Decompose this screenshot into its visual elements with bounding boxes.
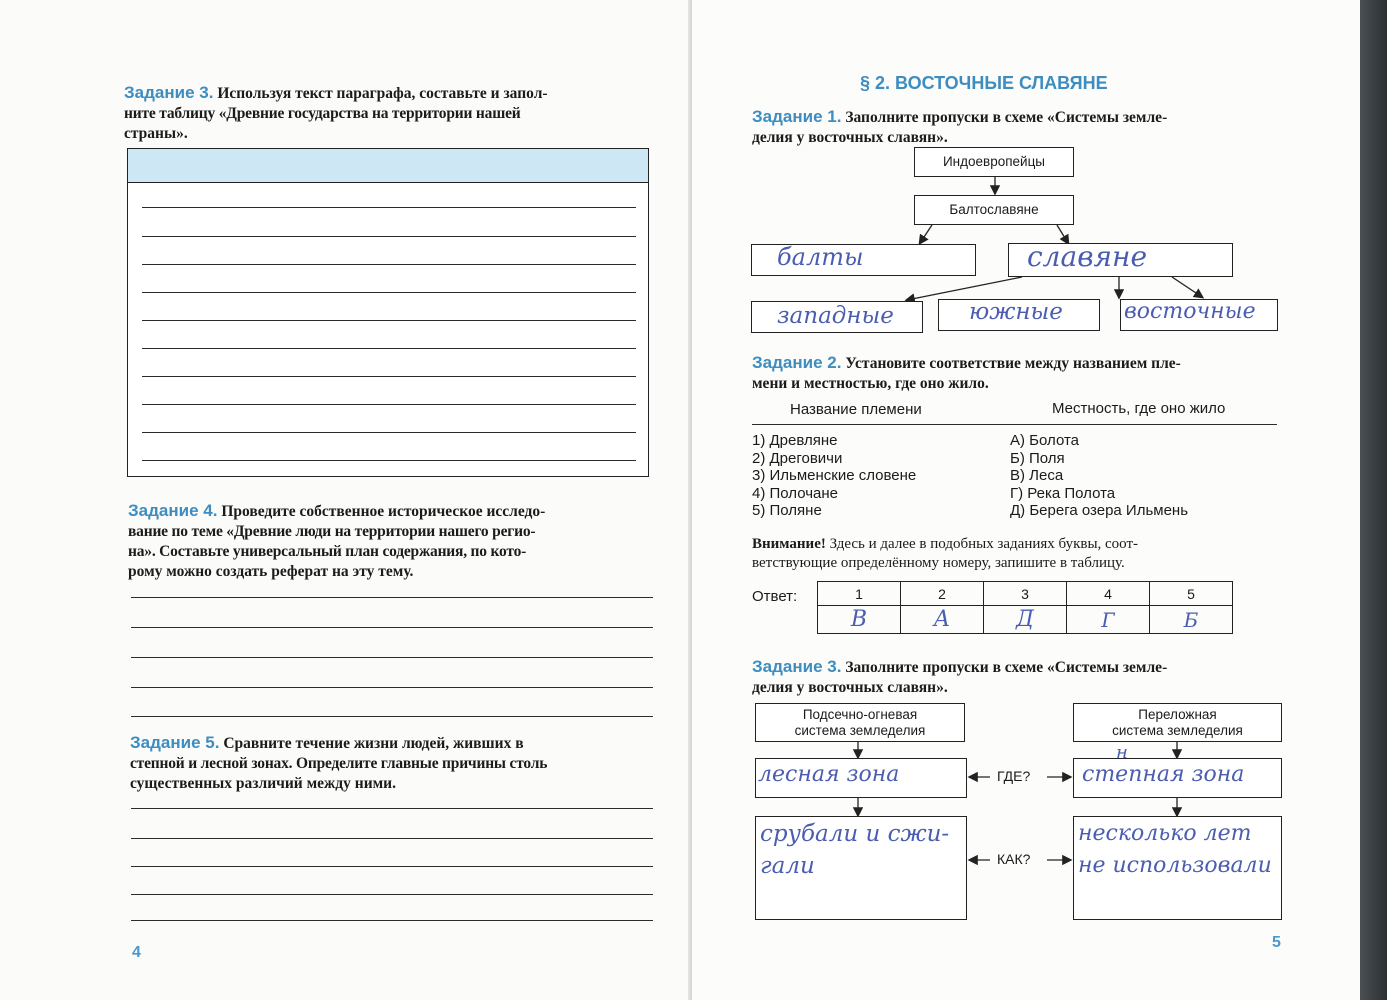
task-text: делия у восточных славян». — [752, 679, 948, 696]
task-text: существенных различий между ними. — [130, 775, 396, 792]
box-slash-and-burn — [755, 703, 965, 742]
box-text: система земледелия — [794, 723, 926, 738]
answer-cell[interactable]: Д — [984, 606, 1067, 634]
answer-value-row — [818, 606, 1233, 634]
column-header-tribe: Название племени — [790, 401, 922, 418]
handwritten-western: западные — [777, 303, 894, 329]
list-item: Д) Берега озера Ильмень — [1010, 502, 1189, 519]
how-label: КАК? — [997, 851, 1031, 867]
task-text: делия у восточных славян». — [752, 129, 948, 146]
box-text: Переложная — [1138, 707, 1217, 722]
answer-table — [817, 581, 1233, 634]
task-label: Задание 2. — [752, 353, 842, 372]
task-label: Задание 3. — [124, 83, 214, 102]
box-text: Подсечно-огневая — [802, 707, 918, 722]
task-text: рому можно создать реферат на эту тему. — [128, 563, 414, 580]
list-item: Г) Река Полота — [1010, 484, 1116, 502]
task-text: степной и лесной зонах. Определите главные причины столь — [130, 755, 548, 772]
answer-cell[interactable]: Б — [1150, 606, 1233, 634]
box-fallow — [1073, 703, 1282, 742]
task-text: Сравните течение жизни людей, живших в — [223, 735, 524, 752]
page-number-right: 5 — [1272, 934, 1281, 951]
list-item: А) Болота — [1010, 432, 1080, 449]
task-label: Задание 4. — [128, 501, 218, 520]
answer-header-cell: 2 — [901, 582, 984, 606]
task-label: Задание 3. — [752, 657, 842, 676]
task3-left — [124, 83, 654, 144]
box-baltoslavs: Балтославяне — [914, 195, 1074, 225]
table-header-band — [128, 149, 648, 183]
answer-cell[interactable]: Г — [1067, 606, 1150, 634]
attention-note — [752, 535, 1292, 573]
tribe-list — [752, 432, 916, 520]
scan-edge — [1360, 0, 1387, 1000]
note-text: Здесь и далее в подобных заданиях буквы, соот- — [829, 536, 1139, 552]
task-text: на». Составьте универсальный план содержания, по кото- — [128, 543, 527, 560]
task-text: Заполните пропуски в схеме «Системы земле- — [845, 659, 1168, 676]
page-number-left: 4 — [132, 944, 141, 961]
task-text: мени и местностью, где оно жило. — [752, 375, 989, 392]
handwritten-how-left — [760, 818, 949, 882]
task3-right — [752, 657, 1292, 698]
list-item: 4) Полочане — [752, 484, 839, 502]
handwritten-line: не использовали — [1078, 853, 1272, 878]
header-rule — [752, 424, 1277, 425]
answer-header-cell: 3 — [984, 582, 1067, 606]
handwritten-balts: балты — [777, 243, 864, 271]
box-indoeuropeans: Индоевропейцы — [914, 147, 1074, 177]
handwritten-how-right — [1078, 818, 1272, 882]
task-label: Задание 5. — [130, 733, 220, 752]
handwritten-line: гали — [760, 853, 815, 879]
handwritten-steppe-zone: степная зона — [1082, 762, 1245, 787]
task-text: Заполните пропуски в схеме «Системы земле- — [845, 109, 1168, 126]
answer-label: Ответ: — [752, 588, 798, 605]
column-header-place: Местность, где оно жило — [1052, 400, 1226, 417]
answer-header-cell: 4 — [1067, 582, 1150, 606]
answer-header-row — [818, 582, 1233, 606]
right-page — [692, 0, 1362, 1000]
answer-header-cell: 5 — [1150, 582, 1233, 606]
left-page — [0, 0, 690, 1000]
handwritten-eastern: восточные — [1124, 299, 1256, 324]
task-text: страны». — [124, 125, 188, 142]
box-text: система земледелия — [1112, 723, 1243, 738]
list-item: В) Леса — [1010, 467, 1064, 484]
task-text: Проведите собственное историческое исследо- — [221, 503, 546, 520]
task-text: ните таблицу «Древние государства на территории нашей — [124, 105, 521, 122]
list-item: 2) Дреговичи — [752, 449, 843, 467]
place-list — [1010, 432, 1188, 520]
note-text: ветствующие определённому номеру, запишите в таблицу. — [752, 555, 1125, 571]
handwritten-correction: н — [1116, 742, 1128, 763]
task-label: Задание 1. — [752, 107, 842, 126]
task5 — [130, 733, 660, 794]
handwritten-slavs: славяне — [1027, 240, 1148, 273]
handwritten-line: срубали и сжи- — [760, 821, 950, 847]
task2 — [752, 353, 1292, 394]
answer-header-cell: 1 — [818, 582, 901, 606]
handwritten-southern: южные — [969, 299, 1063, 325]
task-text: Установите соответствие между названием пле- — [845, 355, 1181, 372]
task-text: Используя текст параграфа, составьте и запол- — [217, 85, 548, 102]
list-item: 5) Поляне — [752, 502, 822, 519]
list-item: 3) Ильменские словене — [752, 467, 917, 484]
table-box — [127, 148, 649, 477]
handwritten-line: несколько лет — [1078, 821, 1252, 846]
list-item: Б) Поля — [1010, 449, 1065, 467]
attention-label: Внимание! — [752, 536, 826, 552]
list-item: 1) Древляне — [752, 432, 838, 449]
answer-cell[interactable]: А — [901, 606, 984, 634]
task-text: вание по теме «Древние люди на территории нашего регио- — [128, 523, 536, 540]
section-title: § 2. ВОСТОЧНЫЕ СЛАВЯНЕ — [860, 73, 1108, 93]
task4 — [128, 501, 658, 582]
answer-cell[interactable]: В — [818, 606, 901, 634]
handwritten-forest-zone: лесная зона — [758, 762, 900, 787]
where-label: ГДЕ? — [997, 768, 1031, 784]
